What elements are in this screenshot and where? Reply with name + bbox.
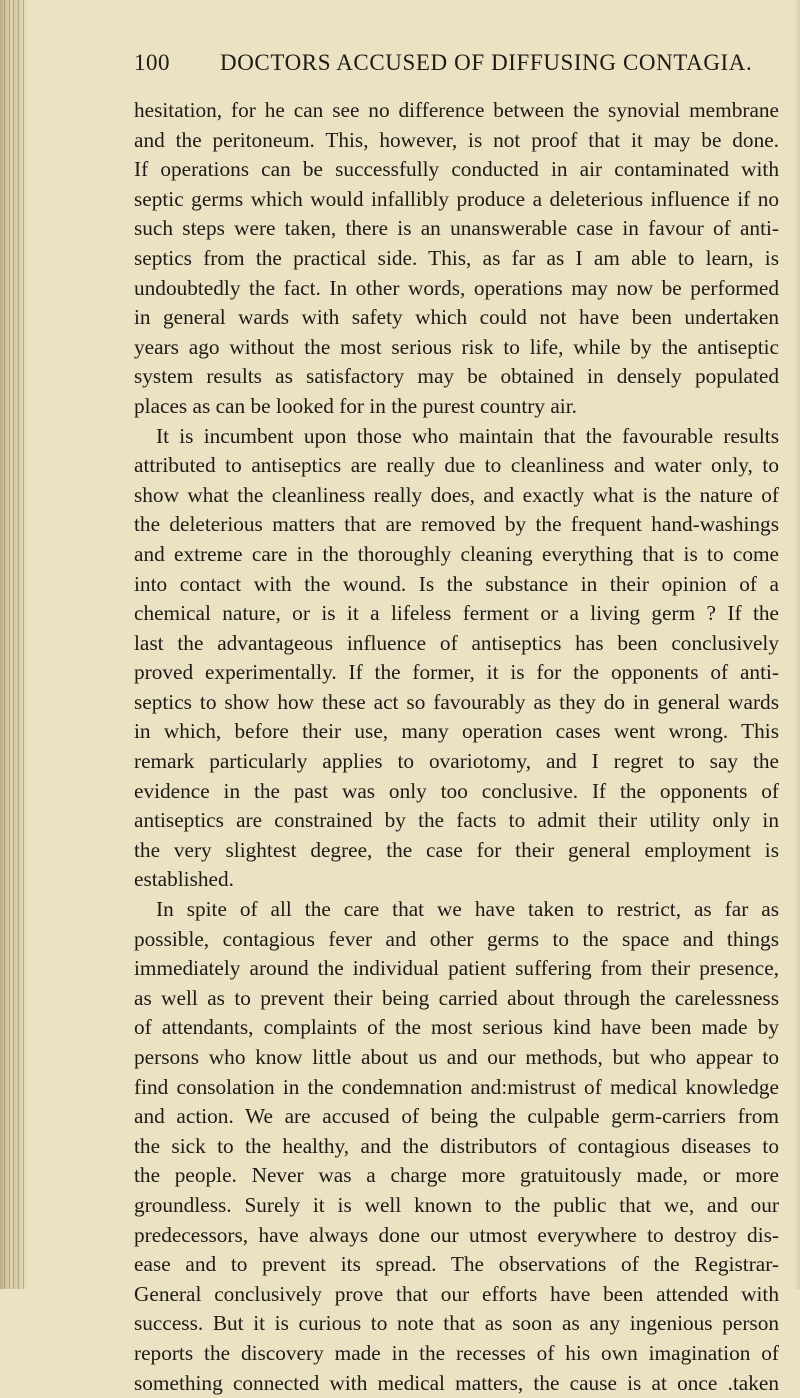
text-line: septics from the practical side. This, as far as I am able to learn, is bbox=[134, 245, 779, 270]
text-line: established. bbox=[134, 867, 234, 892]
text-line: last the advantageous influence of antiseptics has been conclusively bbox=[134, 630, 779, 655]
text-line: the sick to the healthy, and the distributors of contagious diseases to bbox=[134, 1133, 779, 1158]
text-line: reports the discovery made in the recesses of his own imagination of bbox=[134, 1340, 779, 1365]
text-line: places as can be looked for in the purest country air. bbox=[134, 393, 577, 418]
body-text bbox=[134, 96, 779, 1398]
text-line: the deleterious matters that are removed by the frequent hand-washings bbox=[134, 512, 779, 537]
text-line: in general wards with safety which could not have been undertaken bbox=[134, 305, 779, 330]
text-line: proved experimentally. If the former, it is for the opponents of anti- bbox=[134, 660, 779, 685]
gutter-line bbox=[23, 0, 24, 1289]
text-line: success. But it is curious to note that as soon as any ingenious person bbox=[134, 1311, 779, 1336]
text-line: years ago without the most serious risk to life, while by the antiseptic bbox=[134, 334, 779, 359]
text-line: undoubtedly the fact. In other words, operations may now be performed bbox=[134, 275, 779, 300]
text-line: If operations can be successfully conducted in air contaminated with bbox=[134, 157, 779, 182]
text-line: septics to show how these act so favourably as they do in general wards bbox=[134, 689, 779, 714]
text-line: antiseptics are constrained by the facts to admit their utility only in bbox=[134, 808, 779, 833]
text-line: groundless. Surely it is well known to the public that we, and our bbox=[134, 1192, 779, 1217]
text-line: persons who know little about us and our methods, but who appear to bbox=[134, 1045, 779, 1069]
page-edge bbox=[794, 0, 800, 1289]
text-line: show what the cleanliness really does, and exactly what is the nature of bbox=[134, 482, 779, 507]
page-header bbox=[0, 50, 800, 90]
text-line: immediately around the individual patient suffering from their presence, bbox=[134, 956, 779, 981]
text-line: such steps were taken, there is an unanswerable case in favour of anti- bbox=[134, 216, 779, 241]
book-spine-gutter bbox=[0, 0, 26, 1289]
page-number: 100 bbox=[134, 50, 170, 75]
text-line: General conclusively prove that our efforts have been attended with bbox=[134, 1281, 779, 1306]
text-line: the very slightest degree, the case for their general employment is bbox=[134, 837, 779, 862]
text-line: hesitation, for he can see no difference between the synovial membrane bbox=[134, 98, 779, 122]
text-line: something connected with medical matters, the cause is at once .taken bbox=[134, 1370, 779, 1395]
text-line: in which, before their use, many operation cases went wrong. This bbox=[134, 719, 779, 744]
text-line: attributed to antiseptics are really due to cleanliness and water only, to bbox=[134, 453, 779, 478]
text-line: and the peritoneum. This, however, is not proof that it may be done. bbox=[134, 127, 779, 152]
text-line: evidence in the past was only too conclusive. If the opponents of bbox=[134, 778, 779, 803]
text-line: system results as satisfactory may be obtained in densely populated bbox=[134, 364, 779, 389]
text-line: the people. Never was a charge more gratuitously made, or more bbox=[134, 1163, 779, 1188]
gutter-line bbox=[9, 0, 10, 1289]
text-line: septic germs which would infallibly produce a deleterious influence if no bbox=[134, 186, 779, 211]
text-line: ease and to prevent its spread. The observations of the Registrar- bbox=[134, 1252, 779, 1277]
gutter-line bbox=[18, 0, 19, 1289]
text-line: of attendants, complaints of the most serious kind have been made by bbox=[134, 1015, 779, 1040]
text-line: possible, contagious fever and other germs to the space and things bbox=[134, 926, 779, 951]
text-line: In spite of all the care that we have taken to restrict, as far as bbox=[156, 897, 779, 922]
text-line: find consolation in the condemnation and:mistrust of medical knowledge bbox=[134, 1074, 779, 1099]
text-line: and extreme care in the thoroughly cleaning everything that is to come bbox=[134, 541, 779, 566]
text-line: It is incumbent upon those who maintain that the favourable results bbox=[156, 423, 779, 448]
text-line: remark particularly applies to ovariotomy, and I regret to say the bbox=[134, 749, 779, 774]
gutter-line bbox=[13, 0, 14, 1289]
text-line: and action. We are accused of being the culpable germ-carriers from bbox=[134, 1104, 779, 1129]
text-line: as well as to prevent their being carried about through the carelessness bbox=[134, 985, 779, 1010]
text-line: chemical nature, or is it a lifeless ferment or a living germ ? If the bbox=[134, 601, 779, 626]
running-title: DOCTORS ACCUSED OF DIFFUSING CONTAGIA. bbox=[220, 50, 753, 75]
text-line: predecessors, have always done our utmost everywhere to destroy dis- bbox=[134, 1222, 779, 1247]
gutter-line bbox=[4, 0, 5, 1289]
text-line: into contact with the wound. Is the substance in their opinion of a bbox=[134, 571, 779, 596]
